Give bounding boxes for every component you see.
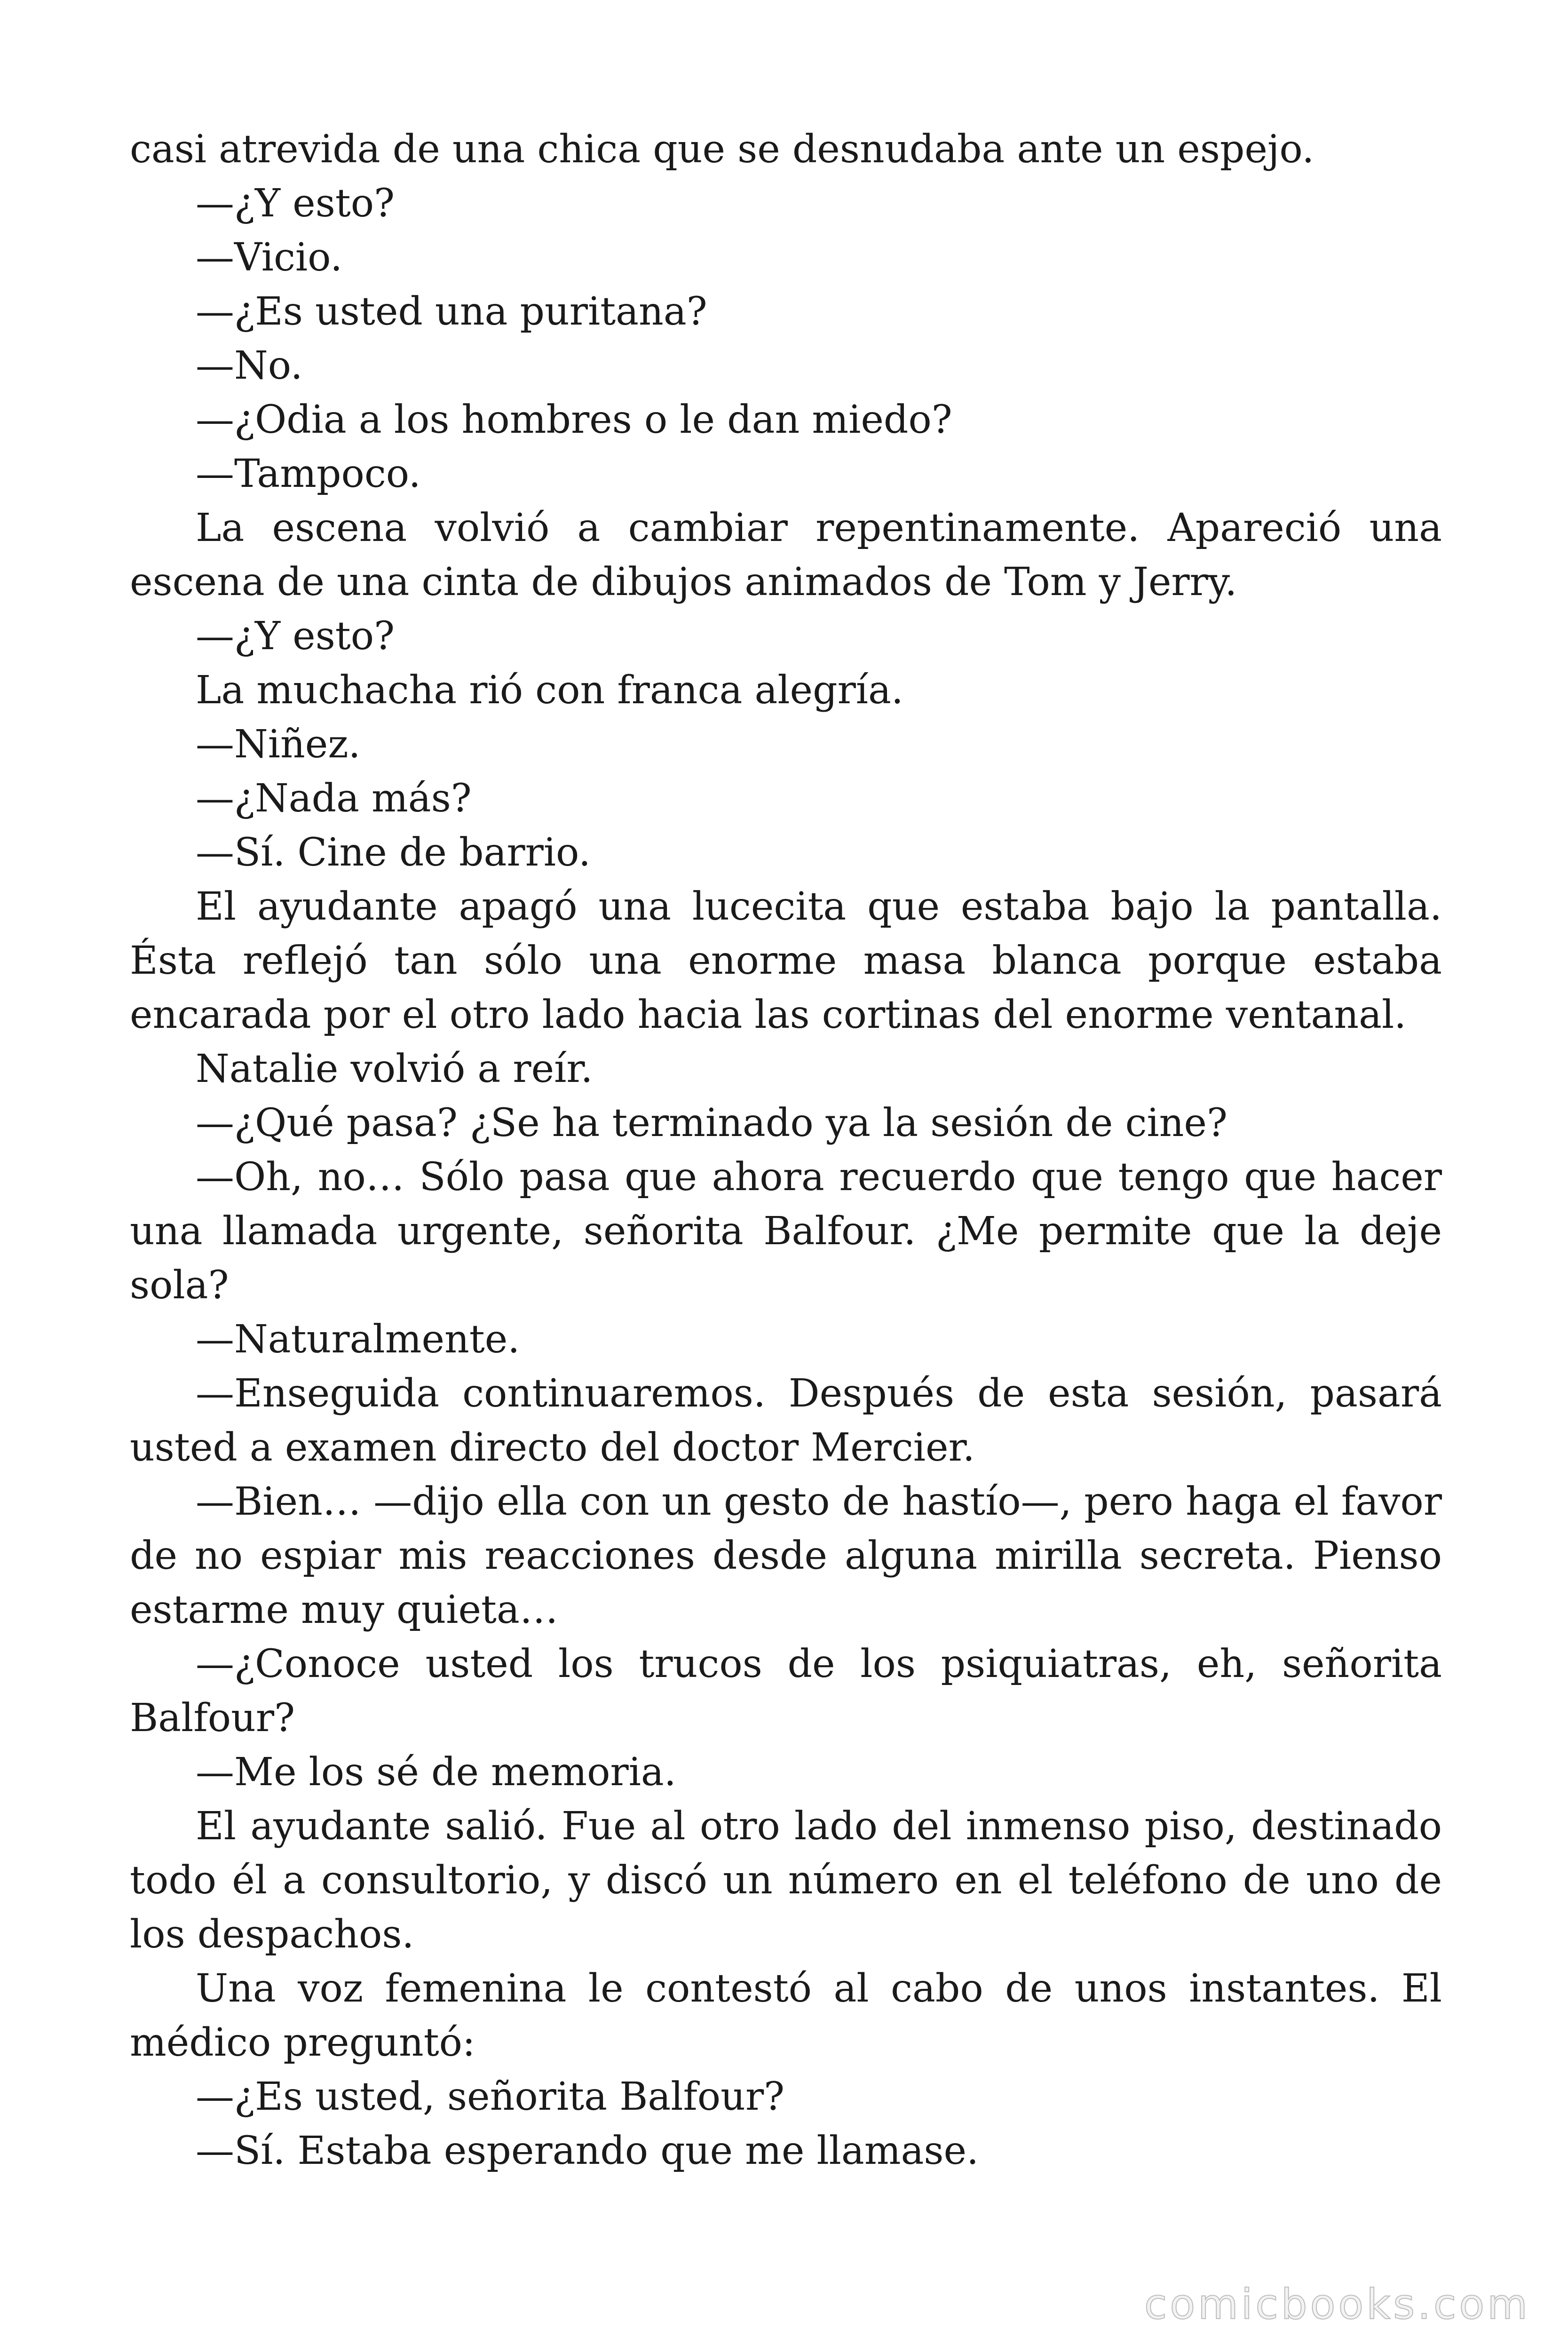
paragraph: —¿Es usted una puritana? [196, 289, 707, 334]
page-text [130, 122, 1442, 2178]
paragraph: —Bien… —dijo ella con un gesto de hastío—, pero haga el favor de no espiar mis reacciones desde alguna mirilla secreta. Pienso estarme muy quieta… [130, 1479, 1442, 1632]
paragraph: —¿Odia a los hombres o le dan miedo? [196, 397, 952, 442]
paragraph: Natalie volvió a reír. [196, 1047, 593, 1091]
paragraph: El ayudante apagó una lucecita que estaba bajo la pantalla. Ésta reflejó tan sólo una enorme masa blanca porque estaba encarada por el otro lado hacia las cortinas del enorme ventanal. [130, 884, 1442, 1037]
paragraph: —Me los sé de memoria. [196, 1750, 676, 1795]
paragraph: —¿Qué pasa? ¿Se ha terminado ya la sesión de cine? [196, 1101, 1227, 1145]
paragraph: Una voz femenina le contestó al cabo de unos instantes. El médico preguntó: [130, 1966, 1442, 2065]
paragraph: —Enseguida continuaremos. Después de esta sesión, pasará usted a examen directo del doctor Mercier. [130, 1371, 1442, 1470]
paragraph: —Niñez. [196, 722, 361, 767]
paragraph: —Sí. Estaba esperando que me llamase. [196, 2129, 979, 2173]
paragraph: —Tampoco. [196, 452, 421, 496]
paragraph: —No. [196, 343, 303, 388]
paragraph: El ayudante salió. Fue al otro lado del inmenso piso, destinado todo él a consultorio, y discó un número en el teléfono de uno de los despachos. [130, 1804, 1442, 1957]
paragraph: —Naturalmente. [196, 1317, 520, 1362]
paragraph: —¿Nada más? [196, 776, 472, 821]
paragraph: —¿Conoce usted los trucos de los psiquiatras, eh, señorita Balfour? [130, 1642, 1442, 1740]
paragraph: casi atrevida de una chica que se desnudaba ante un espejo. [130, 127, 1315, 172]
paragraph: —¿Y esto? [196, 181, 395, 226]
paragraph: —¿Es usted, señorita Balfour? [196, 2074, 785, 2119]
paragraph: —Vicio. [196, 235, 343, 280]
paragraph: —¿Y esto? [196, 614, 395, 659]
watermark: comicbooks.com [1144, 2280, 1530, 2328]
paragraph: La muchacha rió con franca alegría. [196, 668, 903, 713]
paragraph: La escena volvió a cambiar repentinamente. Apareció una escena de una cinta de dibujos animados de Tom y Jerry. [130, 506, 1442, 604]
paragraph: —Oh, no… Sólo pasa que ahora recuerdo que tengo que hacer una llamada urgente, señorita Balfour. ¿Me permite que la deje sola? [130, 1155, 1442, 1308]
paragraph: —Sí. Cine de barrio. [196, 830, 591, 875]
